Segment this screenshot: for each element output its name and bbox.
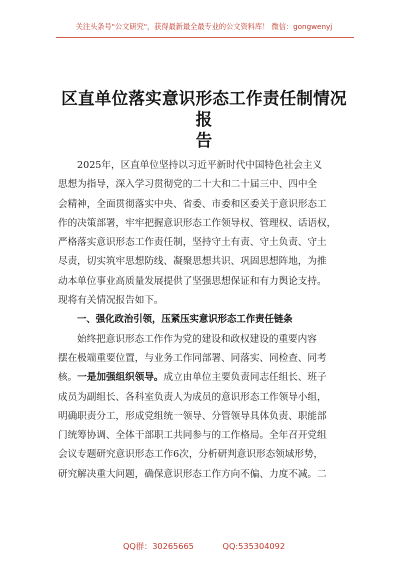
header-divider <box>56 37 354 38</box>
body-line <box>58 368 350 387</box>
body-line: 成员为副组长、各科室负责人为成员的意识形态工作领导小组， <box>58 391 327 403</box>
footer-contact <box>0 541 408 552</box>
intro-paragraph <box>58 156 350 310</box>
title-line-2: 告 <box>195 131 213 150</box>
body-line: 2025年，区直单位坚持以习近平新时代中国特色社会主义 <box>77 160 323 171</box>
bold-lead: 一是加强组织领导。 <box>77 372 164 384</box>
body-line: 会精神，全面贯彻落实中央、省委、市委和区委关于意识形态工 <box>58 198 327 210</box>
body-line: 明确职责分工，形成党组统一领导、分管领导具体负责、职能部 <box>58 410 327 422</box>
body-line: 门统筹协调、全体干部职工共同参与的工作格局。全年召开党组 <box>58 430 327 442</box>
footer-qq-group: QQ群：30265665 <box>122 541 194 551</box>
body-line: 作的决策部署，牢牢把握意识形态工作领导权、管理权、话语权， <box>58 217 337 229</box>
body-line: 研究解决重大问题，确保意识形态工作方向不偏、力度不减。二 <box>58 468 327 480</box>
body-line: 会议专题研究意识形态工作6次，分析研判意识形态领域形势， <box>58 449 324 461</box>
body-line: 思想为指导，深入学习贯彻党的二十大和二十届三中、四中全 <box>58 179 318 191</box>
body-text: 成立由单位主要负责同志任组长、班子 <box>163 372 327 384</box>
header-promo-note: 关注头条号"公文研究"，获得最新最全最专业的公文资料库！ 微信：gongwenyj <box>75 22 333 31</box>
body-line: 现将有关情况报告如下。 <box>58 295 164 307</box>
section-heading: 一、强化政治引领，压紧压实意识形态工作责任链条 <box>77 314 293 326</box>
document-title <box>58 88 350 151</box>
document-body <box>58 156 350 484</box>
body-line: 始终把意识形态工作作为党的建设和政权建设的重要内容 <box>77 333 317 345</box>
body-line: 摆在极端重要位置，与业务工作同部署、同落实、同检查、同考 <box>58 352 327 364</box>
body-text: 核。 <box>58 372 78 384</box>
title-line-1: 区直单位落实意识形态工作责任制情况报 <box>61 89 347 129</box>
body-line: 严格落实意识形态工作责任制，坚持守土有责、守土负责、守土 <box>58 237 327 249</box>
section1-paragraph <box>58 330 350 484</box>
body-line: 动本单位事业高质量发展提供了坚强思想保证和有力舆论支持。 <box>58 275 327 287</box>
body-line: 尽责，切实筑牢思想防线、凝聚思想共识、巩固思想阵地，为推 <box>58 256 327 268</box>
footer-qq: QQ:535304092 <box>222 541 286 551</box>
